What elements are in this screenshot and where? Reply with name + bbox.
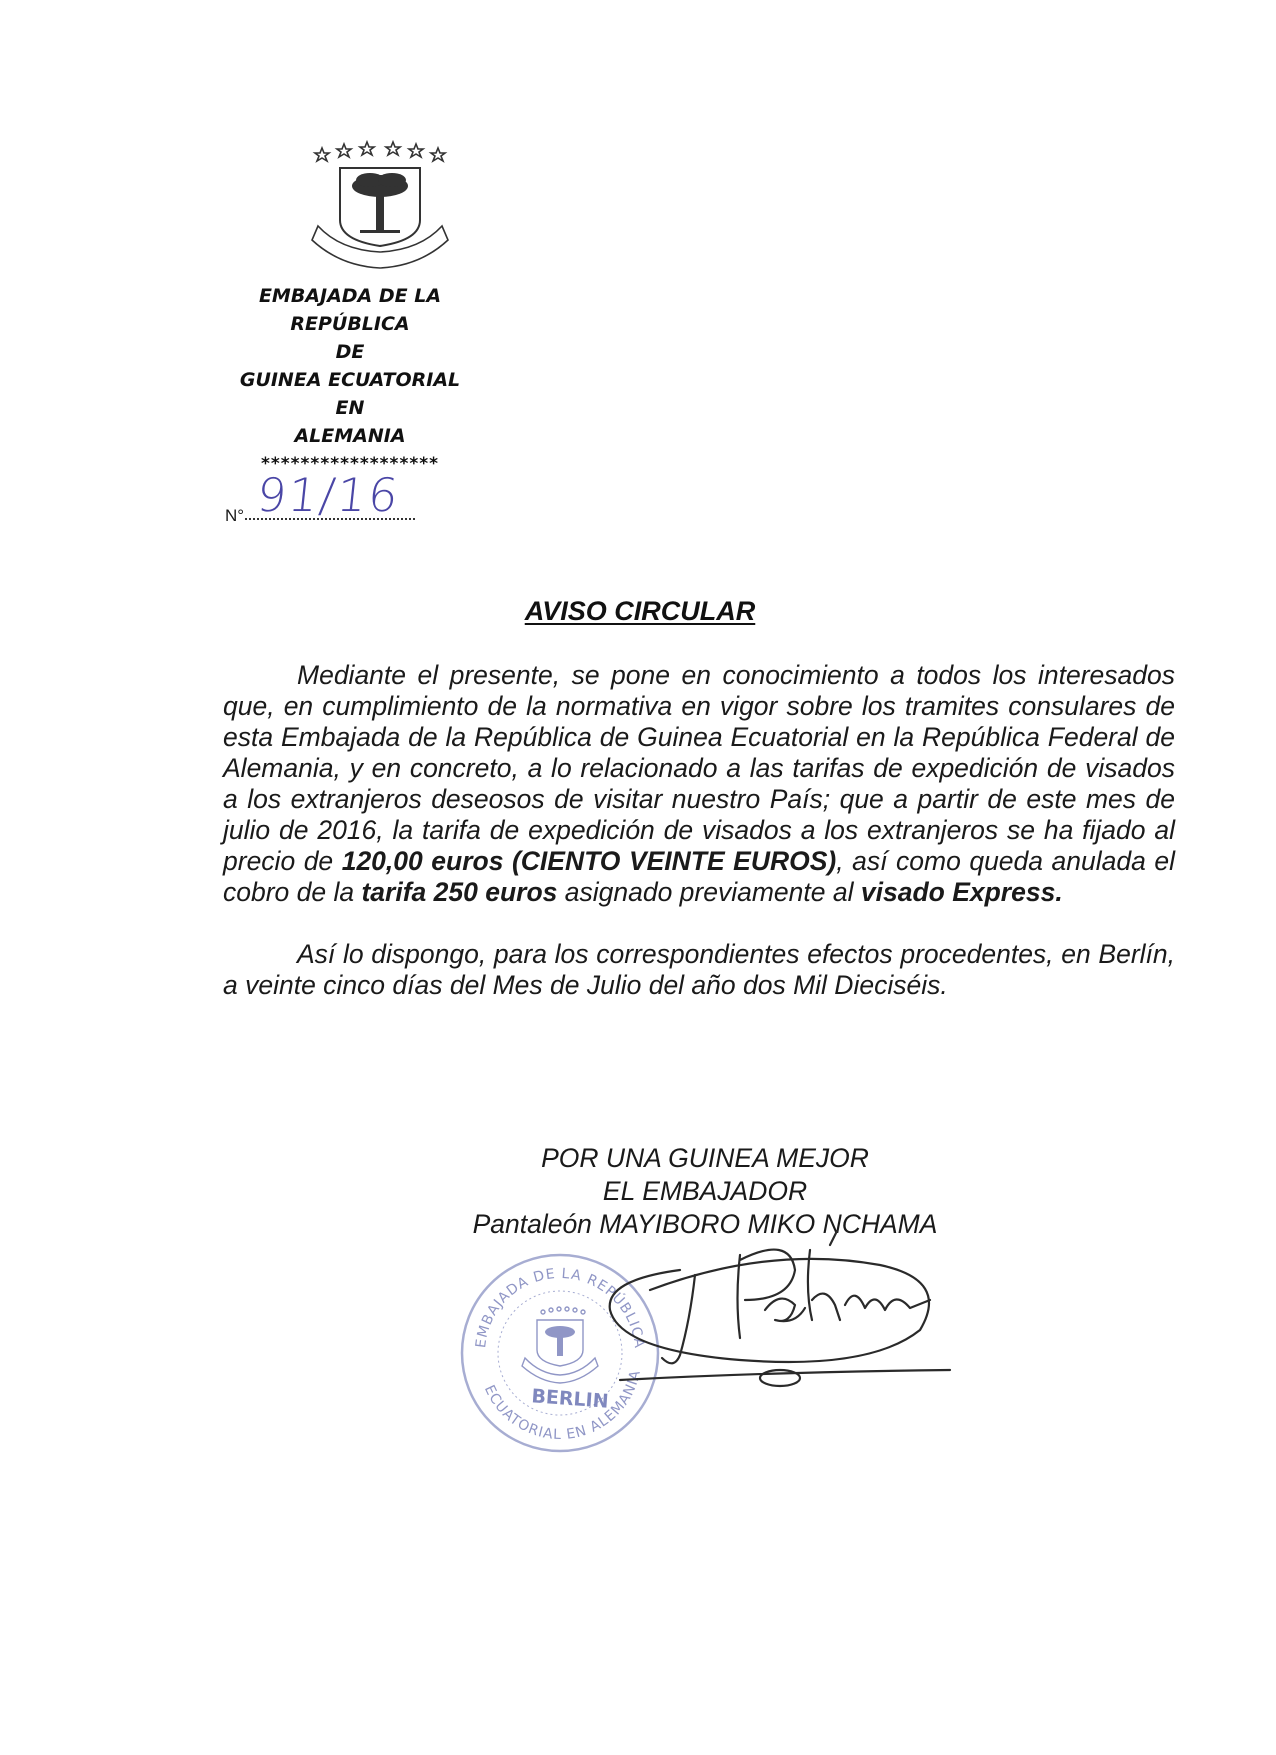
stamp-center-text: BERLIN <box>530 1385 610 1413</box>
body-paragraph <box>223 660 1175 908</box>
stamp-bottom-text: ECUATORIAL EN ALEMANIA <box>480 1368 645 1444</box>
signature-motto: POR UNA GUINEA MEJOR <box>541 1143 869 1173</box>
body-text: , así como queda anulada el cobro de la <box>223 846 1175 907</box>
reference-handwritten-number: 91/16 <box>254 468 403 522</box>
reference-prefix: N° <box>225 506 245 525</box>
reference-number <box>225 462 425 532</box>
letterhead-divider: ****************** <box>260 454 440 474</box>
coat-of-arms-icon <box>300 140 460 280</box>
old-fee-highlight: tarifa 250 euros <box>361 877 558 907</box>
letterhead-line: EN <box>335 397 365 419</box>
letterhead <box>200 282 500 478</box>
letterhead-line: EMBAJADA DE LA REPÚBLICA <box>258 285 442 335</box>
body-text: asignado previamente al <box>557 877 861 907</box>
signatory-name: Pantaleón MAYIBORO MIKO NCHAMA <box>472 1209 938 1239</box>
signature-title: EL EMBAJADOR <box>602 1176 808 1206</box>
letterhead-line: ALEMANIA <box>294 425 406 447</box>
express-visa-highlight: visado Express. <box>860 877 1063 907</box>
letterhead-line: GUINEA ECUATORIAL <box>239 369 461 391</box>
signature-block <box>400 1142 1010 1241</box>
letterhead-line: DE <box>335 341 365 363</box>
body-text: Mediante el presente, se pone en conocimiento a todos los interesados que, en cumplimiento de la normativa en vigor sobre los tramites consulares de esta Embajada de la República de Guinea Ecuatorial en la República Federal de Alemania, y en concreto, a lo relacionado a las tarifas de expedición de visados a los extranjeros deseosos de visitar nuestro País; que a partir de este mes de julio de 2016, la tarifa de expedición de visados a los extranjeros se ha fijado al precio de <box>223 660 1175 876</box>
notice-body <box>223 660 1175 1001</box>
handwritten-signature-icon <box>590 1230 980 1400</box>
body-paragraph: Así lo dispongo, para los correspondientes efectos procedentes, en Berlín, a veinte cinco días del Mes de Julio del año dos Mil Dieciséis. <box>223 939 1175 1000</box>
page-title: AVISO CIRCULAR <box>524 596 756 626</box>
price-highlight: 120,00 euros (CIENTO VEINTE EUROS) <box>341 846 837 876</box>
stamp-top-text: EMBAJADA DE LA REPÚBLICA <box>473 1265 648 1350</box>
